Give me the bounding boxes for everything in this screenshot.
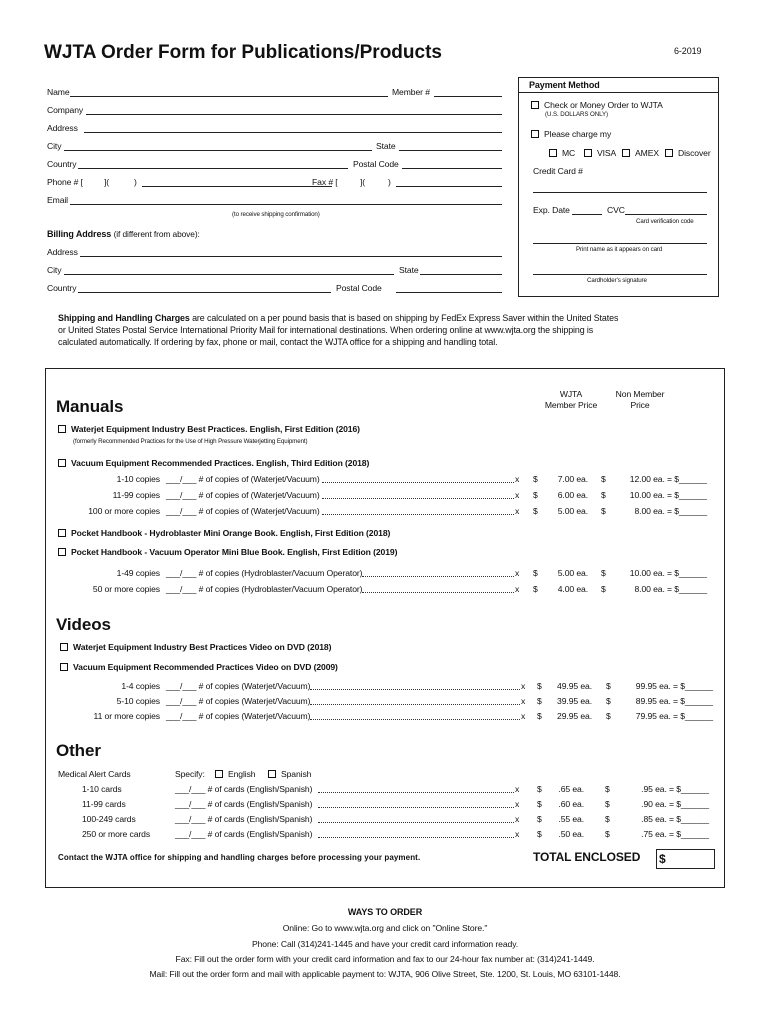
row-dollar-2: $: [605, 814, 610, 824]
manual-item-3[interactable]: Pocket Handbook - Hydroblaster Mini Orange Book. English, First Edition (2018): [58, 528, 390, 538]
row-nonmember-price[interactable]: 79.95 ea. = $______: [635, 711, 713, 721]
row-dollar-2: $: [601, 584, 606, 594]
member-number-label: Member #: [392, 87, 430, 97]
row-qty: 1-10 cards: [82, 784, 122, 794]
row-member-price: .60 ea.: [558, 799, 584, 809]
row-dollar-2: $: [606, 711, 611, 721]
row-member-price: 49.95 ea.: [557, 681, 592, 691]
visa-checkbox[interactable]: [584, 149, 592, 157]
row-nonmember-price[interactable]: .95 ea. = $______: [641, 784, 709, 794]
cvc-label: CVC: [607, 205, 625, 215]
row-x: x: [515, 814, 520, 824]
row-dollar-2: $: [601, 474, 606, 484]
row-desc[interactable]: ___/___ # of copies (Hydroblaster/Vacuum Operator): [166, 568, 363, 578]
row-leader: [310, 689, 520, 690]
manual-item-1-note: (formerly Recommended Practices for the Use of High Pressure Waterjetting Equipment): [73, 438, 308, 445]
row-nonmember-price[interactable]: 8.00 ea. = $______: [634, 506, 707, 516]
contact-note: Contact the WJTA office for shipping and handling charges before processing your payment.: [58, 853, 421, 862]
company-label: Company: [47, 105, 84, 115]
email-field[interactable]: [70, 204, 502, 205]
phone-label: Phone # [: [47, 177, 83, 187]
card-discover[interactable]: Discover: [665, 148, 711, 158]
postal-code-label: Postal Code: [353, 159, 399, 169]
fax-field[interactable]: [396, 186, 502, 187]
manual-item-1[interactable]: Waterjet Equipment Industry Best Practices. English, First Edition (2016): [58, 424, 360, 434]
fax-label: Fax # [: [312, 177, 338, 187]
row-dollar-1: $: [537, 784, 542, 794]
total-dollar-sign: $: [659, 852, 666, 866]
row-x: x: [515, 490, 520, 500]
row-dollar-2: $: [606, 681, 611, 691]
row-desc[interactable]: ___/___ # of cards (English/Spanish): [175, 784, 313, 794]
company-field[interactable]: [86, 114, 502, 115]
row-dollar-1: $: [537, 829, 542, 839]
row-qty: 11-99 copies: [112, 490, 160, 500]
nonmember-col-head-2: Price: [630, 400, 650, 410]
row-desc[interactable]: ___/___ # of copies of (Waterjet/Vacuum): [166, 506, 320, 516]
member-col-head-1: WJTA: [559, 389, 583, 399]
form-date: 6-2019: [674, 46, 702, 56]
row-qty: 11-99 cards: [82, 799, 126, 809]
row-dollar-1: $: [533, 584, 538, 594]
row-qty: 1-49 copies: [116, 568, 160, 578]
row-dollar-1: $: [533, 490, 538, 500]
row-dollar-2: $: [605, 784, 610, 794]
charge-checkbox[interactable]: [531, 130, 539, 138]
country-label: Country: [47, 159, 77, 169]
check-note: (U.S. DOLLARS ONLY): [545, 111, 608, 118]
row-desc[interactable]: ___/___ # of copies (Hydroblaster/Vacuum Operator): [166, 584, 363, 594]
check-option[interactable]: Check or Money Order to WJTA: [531, 100, 663, 110]
videos-title: Videos: [56, 615, 111, 634]
row-desc[interactable]: ___/___ # of copies (Waterjet/Vacuum): [166, 681, 311, 691]
row-x: x: [521, 696, 526, 706]
signature-note: Cardholder's signature: [587, 277, 647, 284]
manual-3-checkbox[interactable]: [58, 529, 66, 537]
spanish-option[interactable]: Spanish: [268, 769, 311, 779]
address-label: Address: [47, 123, 78, 133]
other-title: Other: [56, 741, 101, 760]
billing-country-field[interactable]: [78, 292, 331, 293]
row-x: x: [515, 784, 520, 794]
row-x: x: [515, 799, 520, 809]
state-field[interactable]: [399, 150, 502, 151]
charge-option[interactable]: Please charge my: [531, 129, 611, 139]
manual-1-checkbox[interactable]: [58, 425, 66, 433]
row-desc[interactable]: ___/___ # of copies (Waterjet/Vacuum): [166, 696, 311, 706]
row-member-price: 39.95 ea.: [557, 696, 592, 706]
row-dollar-1: $: [537, 799, 542, 809]
row-member-price: 29.95 ea.: [557, 711, 592, 721]
row-x: x: [515, 584, 520, 594]
row-x: x: [515, 474, 520, 484]
row-dollar-1: $: [533, 568, 538, 578]
city-field[interactable]: [64, 150, 372, 151]
ways-phone: Phone: Call (314)241-1445 and have your credit card information ready.: [251, 939, 519, 949]
billing-state-field[interactable]: [420, 274, 502, 275]
phone-field[interactable]: [142, 186, 332, 187]
ways-mail: Mail: Fill out the order form and mail with applicable payment to: WJTA, 906 Olive Street, Ste. 1200, St. Louis, MO 63101-1448.: [149, 969, 621, 979]
row-desc[interactable]: ___/___ # of copies (Waterjet/Vacuum): [166, 711, 311, 721]
row-dollar-1: $: [537, 696, 542, 706]
row-x: x: [515, 568, 520, 578]
name-field[interactable]: [70, 96, 388, 97]
shipping-line-1: Shipping and Handling Charges are calculated on a per pound basis that is based on shipping by FedEx Express Saver within the United States: [58, 313, 619, 323]
row-dollar-2: $: [606, 696, 611, 706]
ways-title: WAYS TO ORDER: [347, 907, 423, 917]
mc-checkbox[interactable]: [549, 149, 557, 157]
billing-title: Billing Address (if different from above):: [47, 229, 200, 239]
manual-item-2[interactable]: Vacuum Equipment Recommended Practices. English, Third Edition (2018): [58, 458, 369, 468]
email-note: (to receive shipping confirmation): [232, 211, 320, 218]
row-desc[interactable]: ___/___ # of cards (English/Spanish): [175, 799, 313, 809]
video-2-checkbox[interactable]: [60, 663, 68, 671]
row-dollar-2: $: [601, 506, 606, 516]
row-x: x: [521, 711, 526, 721]
row-leader: [318, 807, 514, 808]
row-nonmember-price[interactable]: 89.95 ea. = $______: [635, 696, 713, 706]
fax-paren-close: ): [388, 177, 391, 187]
video-item-2[interactable]: Vacuum Equipment Recommended Practices Video on DVD (2009): [60, 662, 338, 672]
row-desc[interactable]: ___/___ # of copies of (Waterjet/Vacuum): [166, 474, 320, 484]
fax-paren-open: ](: [360, 177, 366, 187]
row-desc[interactable]: ___/___ # of cards (English/Spanish): [175, 814, 313, 824]
row-leader: [310, 704, 520, 705]
row-x: x: [515, 506, 520, 516]
row-leader: [322, 498, 514, 499]
english-checkbox[interactable]: [215, 770, 223, 778]
credit-card-field[interactable]: [533, 192, 707, 193]
row-member-price: 7.00 ea.: [557, 474, 588, 484]
row-dollar-2: $: [601, 490, 606, 500]
row-nonmember-price[interactable]: 10.00 ea. = $______: [629, 568, 707, 578]
member-col-head-2: Member Price: [544, 400, 598, 410]
shipping-line-2: or United States Postal Service International Priority Mail for international destinations. When ordering online at www.wjta.org the shipping is: [58, 325, 594, 335]
address-field[interactable]: [84, 132, 502, 133]
row-x: x: [521, 681, 526, 691]
row-nonmember-price[interactable]: 12.00 ea. = $______: [629, 474, 707, 484]
row-qty: 1-10 copies: [116, 474, 160, 484]
video-1-checkbox[interactable]: [60, 643, 68, 651]
billing-country-label: Country: [47, 283, 77, 293]
phone-paren-open: ](: [104, 177, 110, 187]
row-dollar-1: $: [537, 814, 542, 824]
row-qty: 11 or more copies: [93, 711, 160, 721]
cvc-field[interactable]: [625, 214, 707, 215]
ways-online: Online: Go to www.wjta.org and click on "Online Store.": [282, 923, 488, 933]
postal-code-field[interactable]: [402, 168, 502, 169]
row-desc[interactable]: ___/___ # of cards (English/Spanish): [175, 829, 313, 839]
row-leader: [362, 592, 514, 593]
credit-card-label: Credit Card #: [533, 166, 583, 176]
row-member-price: .65 ea.: [558, 784, 584, 794]
card-amex[interactable]: AMEX: [622, 148, 659, 158]
name-label: Name: [47, 87, 70, 97]
shipping-line-3: calculated automatically. If ordering by fax, phone or mail, contact the WJTA office for a shipping and handling total.: [58, 337, 498, 347]
row-qty: 1-4 copies: [121, 681, 160, 691]
row-dollar-1: $: [533, 506, 538, 516]
card-mc[interactable]: MC: [549, 148, 575, 158]
exp-date-field[interactable]: [572, 214, 602, 215]
billing-postal-field[interactable]: [396, 292, 502, 293]
billing-address-label: Address: [47, 247, 78, 257]
manuals-title: Manuals: [56, 397, 124, 416]
manual-2-checkbox[interactable]: [58, 459, 66, 467]
row-dollar-1: $: [537, 681, 542, 691]
row-dollar-1: $: [533, 474, 538, 484]
row-member-price: .55 ea.: [558, 814, 584, 824]
signature-field[interactable]: [533, 274, 707, 275]
page-title: WJTA Order Form for Publications/Products: [44, 42, 442, 63]
row-nonmember-price[interactable]: 8.00 ea. = $______: [634, 584, 707, 594]
row-leader: [322, 514, 514, 515]
english-option[interactable]: English: [215, 769, 256, 779]
row-dollar-2: $: [601, 568, 606, 578]
billing-postal-label: Postal Code: [336, 283, 382, 293]
row-leader: [310, 719, 520, 720]
row-dollar-2: $: [605, 829, 610, 839]
discover-checkbox[interactable]: [665, 149, 673, 157]
print-name-field[interactable]: [533, 243, 707, 244]
member-number-field[interactable]: [434, 96, 502, 97]
state-label: State: [376, 141, 396, 151]
row-nonmember-price[interactable]: 10.00 ea. = $______: [629, 490, 707, 500]
row-nonmember-price[interactable]: .85 ea. = $______: [641, 814, 709, 824]
row-dollar-1: $: [537, 711, 542, 721]
order-items-box: [45, 368, 725, 888]
row-dollar-2: $: [605, 799, 610, 809]
row-member-price: 6.00 ea.: [557, 490, 588, 500]
row-nonmember-price[interactable]: 99.95 ea. = $______: [635, 681, 713, 691]
cvc-note: Card verification code: [636, 218, 694, 225]
row-x: x: [515, 829, 520, 839]
manual-4-checkbox[interactable]: [58, 548, 66, 556]
payment-method-box: [518, 77, 719, 297]
row-qty: 50 or more copies: [92, 584, 160, 594]
billing-city-field[interactable]: [64, 274, 394, 275]
billing-address-field[interactable]: [80, 256, 502, 257]
total-enclosed-label: TOTAL ENCLOSED: [533, 850, 641, 864]
row-leader: [318, 837, 514, 838]
card-visa[interactable]: VISA: [584, 148, 616, 158]
row-leader: [362, 576, 514, 577]
check-checkbox[interactable]: [531, 101, 539, 109]
ways-fax: Fax: Fill out the order form with your credit card information and fax to our 24-hour fax number at: (314)241-1449.: [175, 954, 595, 964]
medical-alert-label: Medical Alert Cards: [58, 769, 131, 779]
row-qty: 5-10 copies: [116, 696, 160, 706]
row-nonmember-price[interactable]: .90 ea. = $______: [641, 799, 709, 809]
row-qty: 100 or more copies: [88, 506, 160, 516]
print-name-note: Print name as it appears on card: [576, 246, 663, 253]
email-label: Email: [47, 195, 68, 205]
phone-paren-close: ): [134, 177, 137, 187]
row-desc[interactable]: ___/___ # of copies of (Waterjet/Vacuum): [166, 490, 320, 500]
payment-method-title: Payment Method: [529, 80, 600, 90]
specify-label: Specify:: [175, 769, 205, 779]
billing-city-label: City: [47, 265, 62, 275]
billing-state-label: State: [399, 265, 419, 275]
row-member-price: 5.00 ea.: [557, 568, 588, 578]
spanish-checkbox[interactable]: [268, 770, 276, 778]
row-member-price: 5.00 ea.: [557, 506, 588, 516]
row-leader: [322, 482, 514, 483]
country-field[interactable]: [78, 168, 348, 169]
row-nonmember-price[interactable]: .75 ea. = $______: [641, 829, 709, 839]
total-enclosed-field[interactable]: [656, 849, 715, 869]
manual-item-4[interactable]: Pocket Handbook - Vacuum Operator Mini Blue Book. English, First Edition (2019): [58, 547, 397, 557]
city-label: City: [47, 141, 62, 151]
amex-checkbox[interactable]: [622, 149, 630, 157]
nonmember-col-head-1: Non Member: [615, 389, 665, 399]
row-qty: 250 or more cards: [82, 829, 151, 839]
row-member-price: 4.00 ea.: [557, 584, 588, 594]
exp-date-label: Exp. Date: [533, 205, 570, 215]
payment-divider: [518, 92, 719, 93]
video-item-1[interactable]: Waterjet Equipment Industry Best Practices Video on DVD (2018): [60, 642, 331, 652]
row-leader: [318, 822, 514, 823]
row-qty: 100-249 cards: [82, 814, 136, 824]
row-leader: [318, 792, 514, 793]
row-member-price: .50 ea.: [558, 829, 584, 839]
